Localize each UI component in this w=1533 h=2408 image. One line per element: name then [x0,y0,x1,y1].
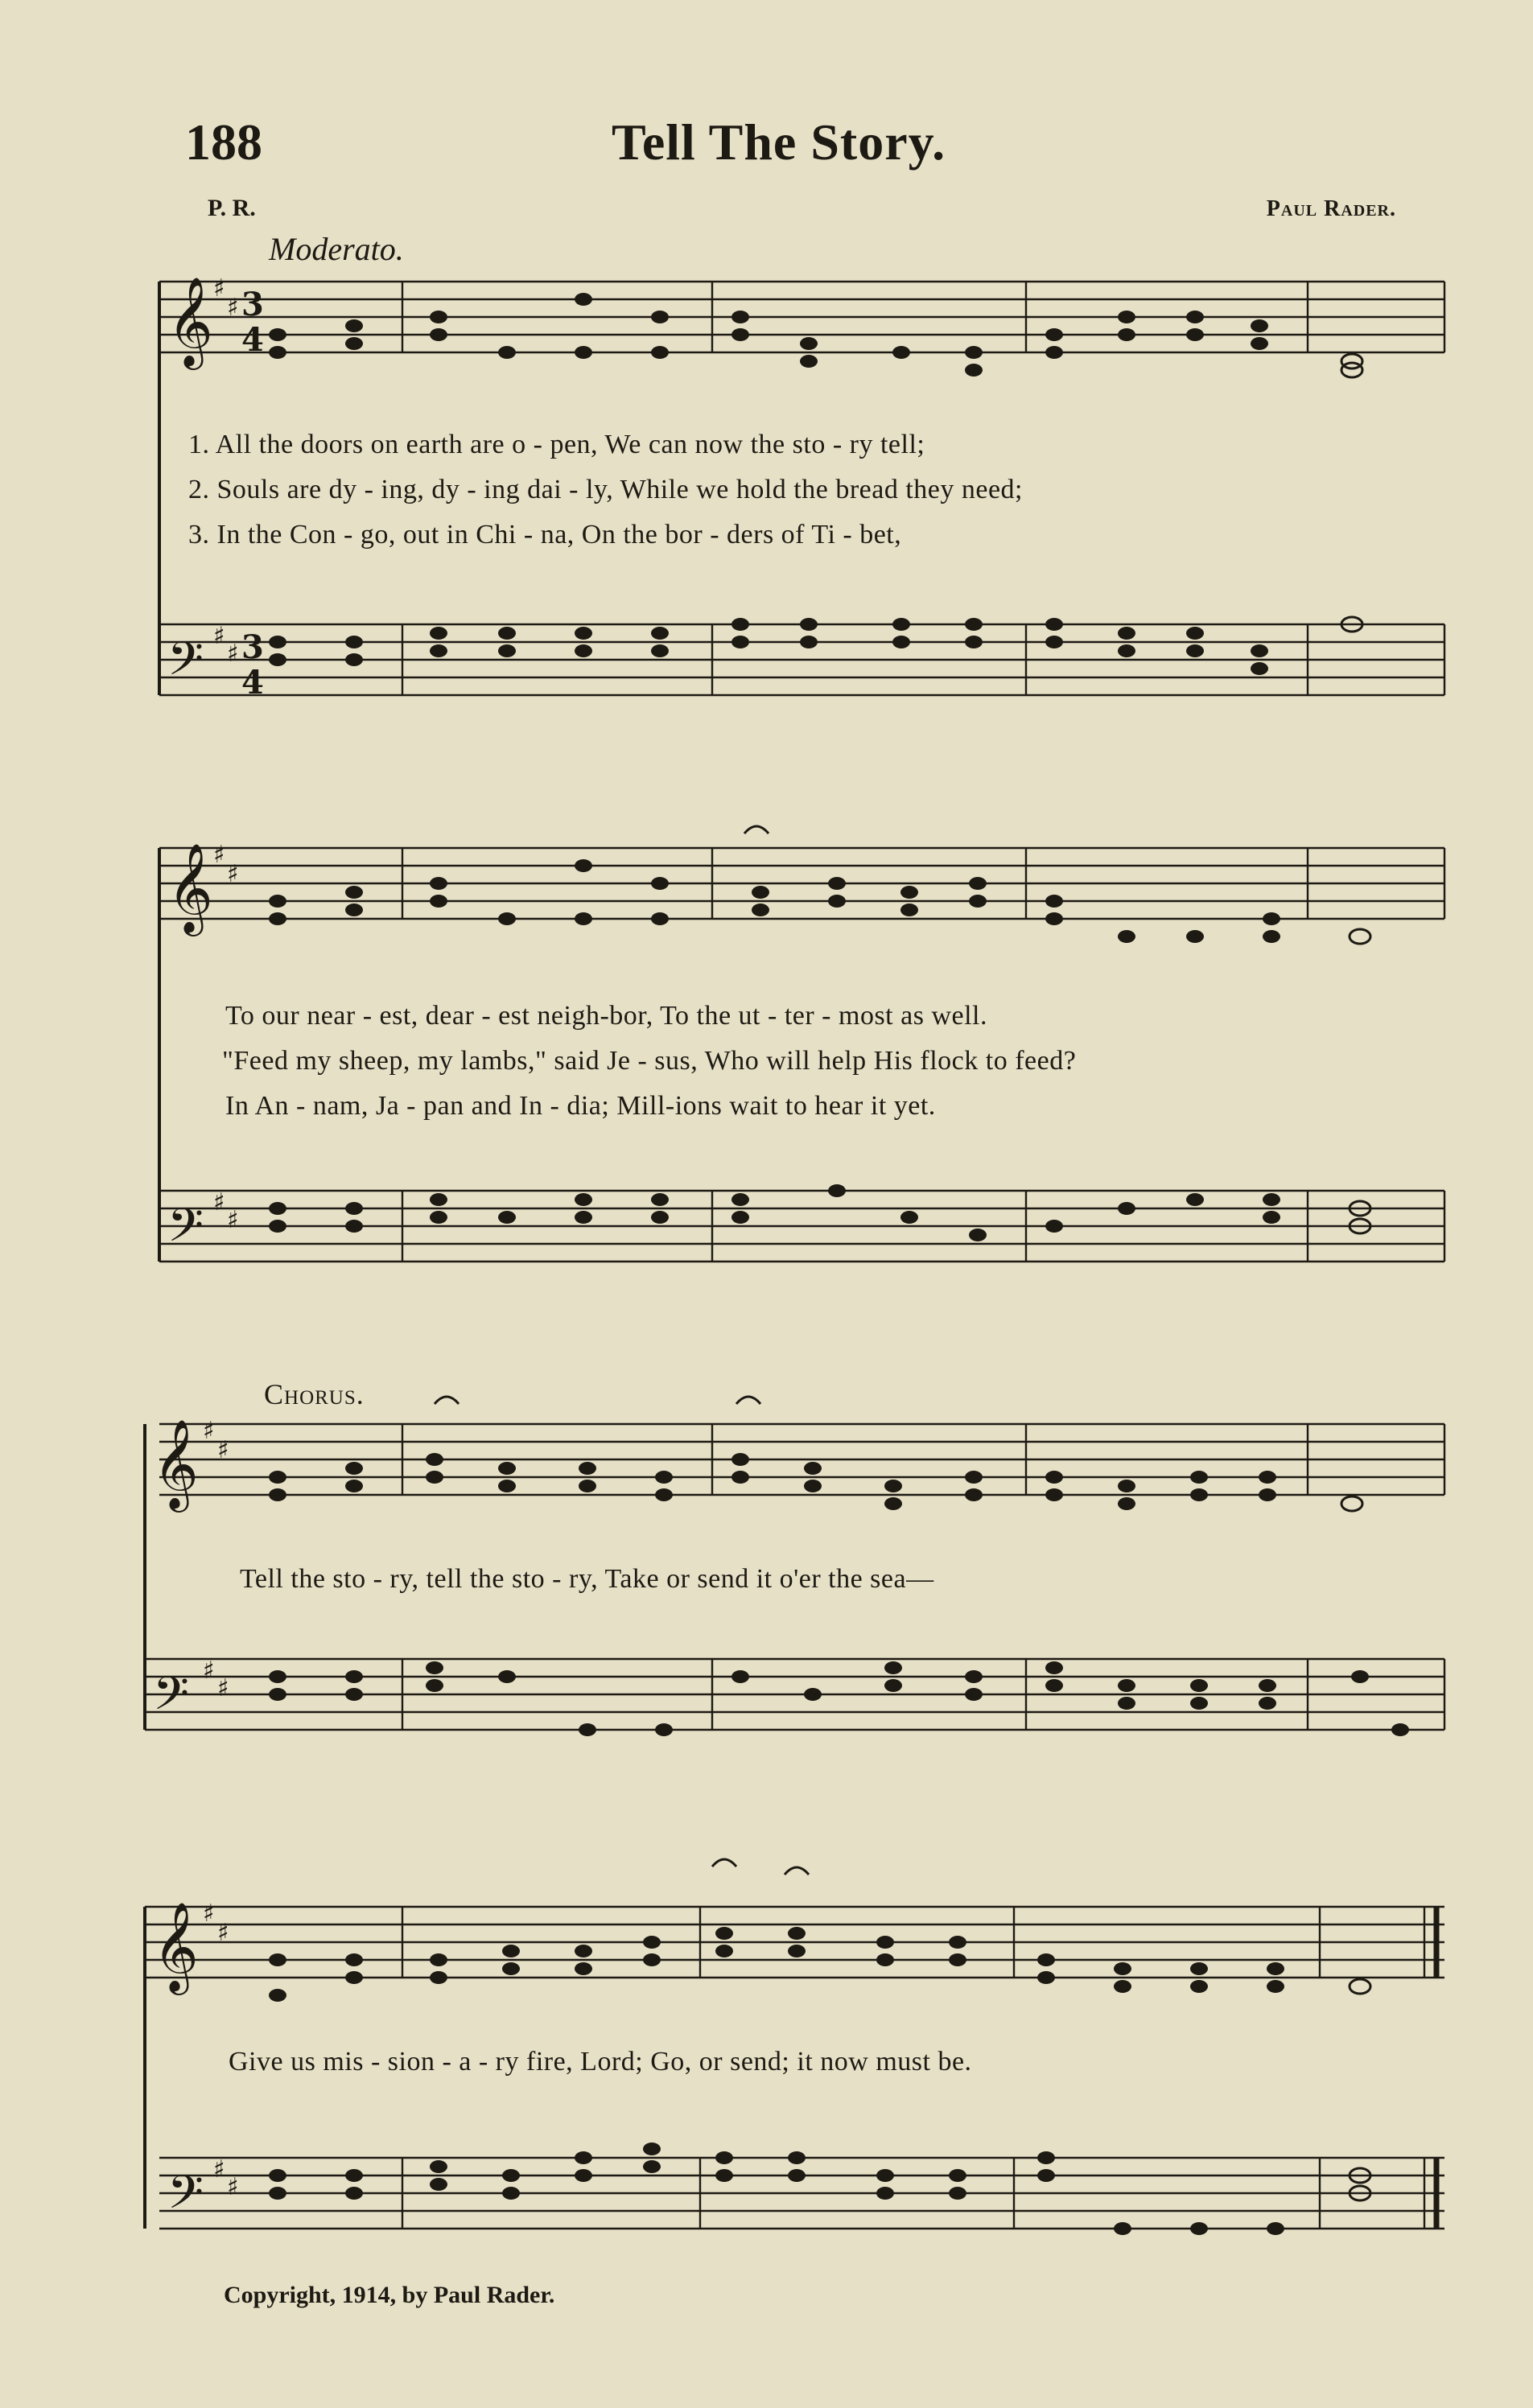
svg-text:♯: ♯ [227,860,239,888]
svg-text:♯: ♯ [227,294,239,322]
svg-text:4: 4 [241,321,264,359]
bass-clef-icon: 𝄢 [153,1666,190,1732]
bass-clef-icon: 𝄢 [167,632,204,698]
bass-clef-icon: 𝄢 [167,2165,204,2231]
verse-2-line-1: 2. Souls are dy - ing, dy - ing dai - ly, While we hold the bread they need; [188,475,1023,504]
svg-text:♯: ♯ [227,1206,239,1234]
svg-text:♯: ♯ [213,841,225,869]
svg-text:3: 3 [241,628,264,666]
verse-3-line-2: In An - nam, Ja - pan and In - dia; Mill-ions wait to hear it yet. [225,1091,936,1121]
verse-2-line-2: "Feed my sheep, my lambs," said Je - sus, Who will help His flock to feed? [222,1046,1077,1076]
hymn-title: Tell The Story. [612,113,946,171]
treble-clef-icon: 𝄞 [167,842,213,932]
svg-text:♯: ♯ [217,1436,229,1464]
svg-text:3: 3 [241,286,264,323]
tempo-marking: Moderato. [269,231,404,267]
music-composer: Paul Rader. [1266,196,1396,221]
treble-clef-icon: 𝄞 [153,1901,199,1991]
copyright-notice: Copyright, 1914, by Paul Rader. [224,2282,555,2308]
key-signatures [203,274,239,2201]
verse-1-line-1: 1. All the doors on earth are o - pen, We can now the sto - ry tell; [188,430,925,459]
staff-treble-4 [145,1907,1444,1978]
words-author: P. R. [208,195,256,221]
verse-3-line-1: 3. In the Con - go, out in Chi - na, On the bor - ders of Ti - bet, [188,520,902,550]
svg-text:♯: ♯ [203,1417,215,1445]
chorus-line-1: Tell the sto - ry, tell the sto - ry, Take or send it o'er the sea— [240,1564,934,1594]
svg-text:♯: ♯ [213,274,225,303]
svg-text:♯: ♯ [217,1919,229,1947]
svg-text:4: 4 [241,664,264,702]
svg-text:♯: ♯ [227,640,239,668]
staff-bass-3 [145,1659,1444,1730]
svg-text:♯: ♯ [213,1188,225,1216]
noteheads [269,293,1409,2235]
bass-clef-icon: 𝄢 [167,1198,204,1264]
fermata-marks [435,826,809,1875]
svg-text:♯: ♯ [213,2155,225,2184]
svg-text:♯: ♯ [213,622,225,650]
svg-text:♯: ♯ [203,1900,215,1928]
chorus-line-2: Give us mis - sion - a - ry fire, Lord; Go, or send; it now must be. [229,2047,972,2077]
verse-1-line-2: To our near - est, dear - est neigh-bor, To the ut - ter - most as well. [225,1001,987,1031]
chorus-label: Chorus. [264,1378,365,1410]
svg-text:♯: ♯ [217,1674,229,1702]
barlines [402,282,1444,2229]
hymn-number: 188 [185,113,262,171]
svg-text:♯: ♯ [227,2173,239,2201]
treble-clef-icon: 𝄞 [167,276,213,366]
svg-text:♯: ♯ [203,1657,215,1685]
treble-clef-icon: 𝄞 [153,1418,199,1509]
clefs [153,276,213,2231]
